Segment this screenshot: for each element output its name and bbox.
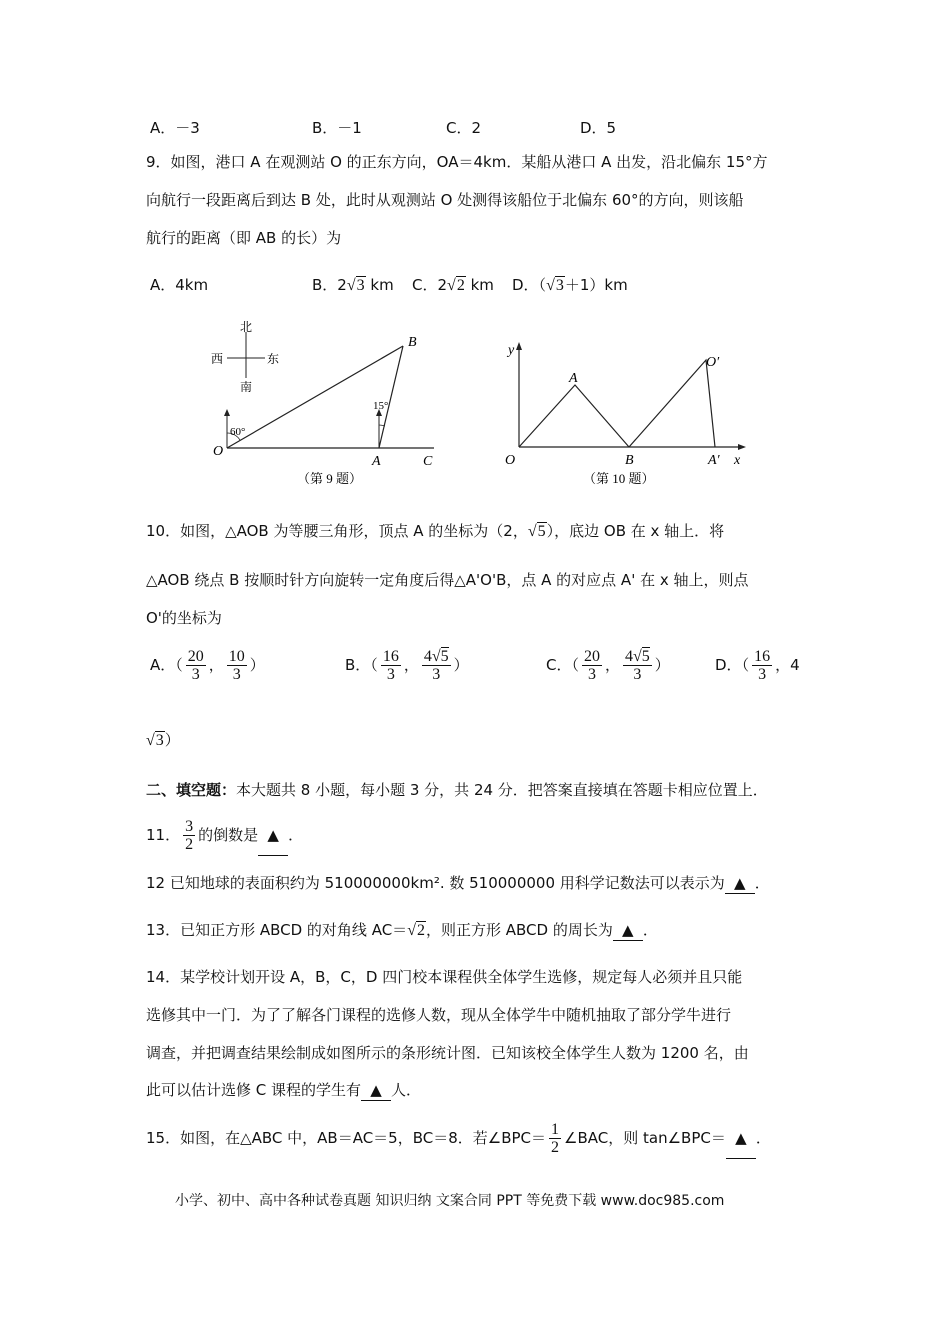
point-b-label: B — [625, 453, 634, 468]
q11-answer-blank: ▲ — [258, 815, 288, 856]
compass-east: 东 — [267, 352, 280, 366]
q10-option-a: A．（ $\frac{20}{3}$ ， $\frac{10}{3}$ ） — [150, 648, 265, 683]
page-footer: 小学、初中、高中各种试卷真题 知识归纳 文案合同 PPT 等免费下载 www.doc985.com — [175, 1193, 725, 1209]
q9-line1: 9．如图，港口 A 在观测站 O 的正东方向，OA＝4km．某船从港口 A 出发，沿北偏东 15°方 — [146, 153, 768, 171]
q9-option-b: B．2√3 km — [312, 276, 394, 294]
q10-line2: △AOB 绕点 B 按顺时针方向旋转一定角度后得△A'O'B，点 A 的对应点 A' 在 x 轴上，则点 — [146, 571, 749, 589]
axis-y-label: y — [508, 343, 515, 358]
q8-option-c: C．2 — [446, 119, 482, 137]
compass-north: 北 — [240, 320, 253, 334]
angle-15-label: 15° — [373, 400, 389, 412]
q12: 12 已知地球的表面积约为 510000000km². 数 510000000 用科学记数法可以表示为 ▲ ． — [146, 874, 770, 892]
q13-answer-blank: ▲ — [613, 920, 643, 941]
point-o-label: O — [213, 444, 224, 459]
q9-option-d: D．（√3＋1）km — [512, 276, 628, 294]
q14-answer-blank: ▲ — [361, 1080, 391, 1101]
q10-option-b: B．（ $\frac{16}{3}$ ， $\frac{4√5}{3}$ ） — [345, 648, 469, 683]
point-a-label: A — [372, 454, 381, 469]
q10-option-d-continued: √3） — [146, 731, 180, 749]
q14-line3: 调查，并把调查结果绘制成如图所示的条形统计图．已知该校全体学生人数为 1200 名，由 — [146, 1044, 749, 1062]
q14-line2: 选修其中一门．为了了解各门课程的选修人数，现从全体学牛中随机抽取了部分学牛进行 — [146, 1006, 732, 1024]
q10-line3: O'的坐标为 — [146, 609, 222, 627]
q13: 13．已知正方形 ABCD 的对角线 AC＝√2，则正方形 ABCD 的周长为 ▲ ． — [146, 921, 658, 939]
q10-option-c: C．（ $\frac{20}{3}$ ， $\frac{4√5}{3}$ ） — [546, 648, 670, 683]
q10-line1: 10．如图，△AOB 为等腰三角形，顶点 A 的坐标为（2，√5），底边 OB 在 x 轴上．将 — [146, 522, 725, 540]
figure-9 — [205, 315, 450, 490]
section-2-heading: 二、填空题：本大题共 8 小题，每小题 3 分，共 24 分．把答案直接填在答题卡相应位置上． — [146, 781, 768, 799]
q15: 15．如图，在△ABC 中，AB＝AC＝5，BC＝8．若∠BPC＝ $\frac{1}{2}$ ∠BAC，则 tan∠BPC＝ ▲ ． — [146, 1118, 771, 1159]
compass-west: 西 — [211, 352, 224, 366]
q8-option-b: B．－1 — [312, 119, 362, 137]
q9-line2: 向航行一段距离后到达 B 处，此时从观测站 O 处测得该船位于北偏东 60°的方向，则该船 — [146, 191, 744, 209]
q9-option-a: A．4km — [150, 276, 209, 294]
q11: 11． $\frac{3}{2}$ 的倒数是 ▲ ． — [146, 815, 303, 856]
q9-option-c: C．2√2 km — [412, 276, 494, 294]
q12-answer-blank: ▲ — [725, 873, 755, 894]
q8-option-d: D．5 — [580, 119, 617, 137]
point-o-label: O — [505, 453, 516, 468]
point-a-prime-label: A′ — [708, 453, 720, 468]
compass-south: 南 — [240, 380, 253, 394]
figure-10 — [488, 332, 753, 490]
q15-answer-blank: ▲ — [726, 1118, 756, 1159]
point-c-label: C — [423, 454, 433, 469]
q14-line4: 此可以估计选修 C 课程的学生有 ▲ 人． — [146, 1081, 422, 1099]
point-b-label: B — [408, 335, 417, 350]
point-a-label: A — [569, 371, 578, 386]
q9-line3: 航行的距离（即 AB 的长）为 — [146, 229, 342, 247]
point-o-prime-label: O′ — [706, 355, 720, 370]
q8-option-a: A．－3 — [150, 119, 200, 137]
q14-line1: 14．某学校计划开设 A，B，C，D 四门校本课程供全体学生选修，规定每人必须并且只能 — [146, 968, 743, 986]
axis-x-label: x — [734, 453, 741, 468]
figure-9-caption: （第 9 题） — [297, 471, 363, 486]
figure-10-caption: （第 10 题） — [583, 471, 655, 486]
q10-option-d: D．（ $\frac{16}{3}$ ，4 — [715, 648, 800, 683]
angle-60-label: 60° — [230, 426, 246, 438]
